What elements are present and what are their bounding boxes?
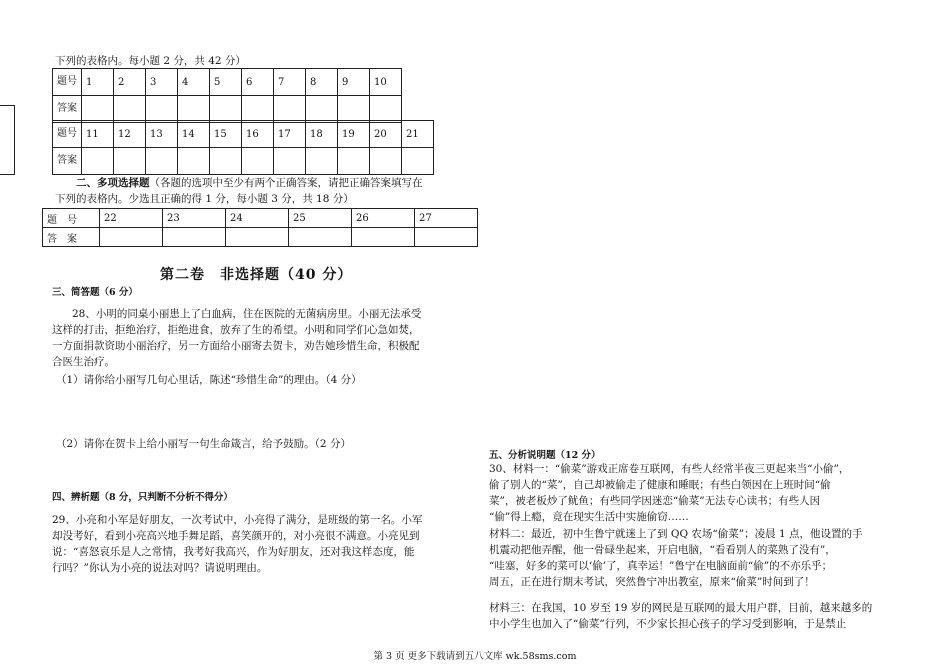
question-29-line: 29、小亮和小军是好朋友，一次考试中，小亮得了满分，是班级的第一名。小军: [52, 514, 423, 526]
question-number-label: 题 号: [43, 209, 100, 228]
answer-cell[interactable]: [114, 148, 146, 175]
question-28-sub1: （1）请你给小丽写几句心里话，陈述“珍惜生命”的理由。（4 分）: [56, 374, 362, 386]
question-number-cell: 20: [370, 121, 402, 148]
question-number-cell: 7: [274, 69, 306, 96]
answer-cell[interactable]: [178, 96, 210, 123]
answer-cell[interactable]: [289, 228, 352, 247]
question-number-cell: 1: [82, 69, 114, 96]
answer-cell[interactable]: [274, 148, 306, 175]
material-two-line: “哇塞，好多的菜可以‘偷’了，真幸运！”鲁宁在电脑面前“偷”的不亦乐乎；: [489, 560, 833, 572]
table-row: [43, 228, 478, 247]
answer-cell[interactable]: [146, 96, 178, 123]
answer-cell[interactable]: [163, 228, 226, 247]
answer-label: 答案: [53, 96, 82, 123]
answer-cell[interactable]: [306, 96, 338, 123]
question-number-cell: 3: [146, 69, 178, 96]
multi-choice-instruction: （各题的选项中至少有两个正确答案，请把正确答案填写在: [149, 177, 423, 189]
answer-cell[interactable]: [226, 228, 289, 247]
question-number-cell: 27: [415, 209, 478, 228]
binding-margin-bracket: [0, 105, 15, 175]
material-one-line: 偷了别人的“菜”，自己却被偷走了健康和睡眠；有些白领因在上班时间“偷: [489, 479, 831, 491]
material-three-line: 中小学生也加入了“偷菜”行列，不少家长担心孩子的学习受到影响，于是禁止: [489, 618, 847, 630]
question-number-label: 题号: [53, 69, 82, 96]
answer-cell[interactable]: [100, 228, 163, 247]
question-number-cell: 10: [370, 69, 402, 96]
answer-cell[interactable]: [274, 96, 306, 123]
question-number-cell: 25: [289, 209, 352, 228]
material-one-line: “偷”得上瘾，竟在现实生活中实施偷窃……: [489, 511, 689, 523]
question-number-cell: 22: [100, 209, 163, 228]
answer-cell[interactable]: [352, 228, 415, 247]
question-number-cell: 2: [114, 69, 146, 96]
answer-label: 答 案: [43, 228, 100, 247]
question-number-cell: 13: [146, 121, 178, 148]
answer-cell[interactable]: [146, 148, 178, 175]
answer-cell[interactable]: [210, 96, 242, 123]
table-row: [53, 69, 402, 96]
material-two-line: 周五，正在进行期末考试，突然鲁宁冲出教室，原来“偷菜”时间到了！: [489, 576, 815, 588]
question-number-cell: 5: [210, 69, 242, 96]
material-one-line: 菜”，被老板炒了鱿鱼；有些同学因迷恋“偷菜”无法专心读书；有些人因: [489, 495, 821, 507]
answer-cell[interactable]: [82, 96, 114, 123]
question-29-line: 说：“喜怒哀乐是人之常情，我考好我高兴，作为好朋友，还对我这样态度，能: [52, 546, 415, 558]
question-number-cell: 4: [178, 69, 210, 96]
multi-choice-intro-line1: [76, 175, 423, 191]
question-29: [52, 512, 422, 576]
question-29-line: 却没考好，看到小亮高兴地手舞足蹈，喜笑颜开的，对小亮很不满意。小亮见到: [52, 530, 420, 542]
answer-cell[interactable]: [415, 228, 478, 247]
answer-cell[interactable]: [242, 96, 274, 123]
question-number-cell: 11: [82, 121, 114, 148]
multi-choice-heading: 二、多项选择题: [76, 177, 150, 189]
question-number-cell: 8: [306, 69, 338, 96]
question-number-cell: 21: [402, 121, 434, 148]
single-choice-answer-table-2: [52, 120, 434, 175]
question-number-cell: 17: [274, 121, 306, 148]
table-row: [53, 96, 402, 123]
answer-label: 答案: [53, 148, 82, 175]
question-28-line: 28、小明的同桌小丽患上了白血病，住在医院的无菌病房里。小丽无法承受: [72, 308, 422, 320]
answer-cell[interactable]: [370, 96, 402, 123]
question-number-cell: 23: [163, 209, 226, 228]
material-three: [489, 600, 872, 632]
question-number-cell: 9: [338, 69, 370, 96]
answer-cell[interactable]: [114, 96, 146, 123]
answer-cell[interactable]: [178, 148, 210, 175]
answer-cell[interactable]: [370, 148, 402, 175]
analysis-heading: 五、分析说明题（12 分）: [489, 450, 601, 461]
question-number-cell: 15: [210, 121, 242, 148]
question-28-line: 合医生治疗。: [52, 356, 115, 368]
answer-cell[interactable]: [338, 96, 370, 123]
answer-cell[interactable]: [210, 148, 242, 175]
single-choice-answer-table: [52, 68, 402, 123]
question-29-line: 行吗？”你认为小亮的说法对吗？请说明理由。: [52, 562, 268, 574]
question-number-cell: 16: [242, 121, 274, 148]
part-two-title: 第二卷 非选择题（40 分）: [160, 267, 353, 283]
table-row: [53, 121, 434, 148]
short-answer-heading: 三、简答题（6 分）: [52, 287, 138, 298]
answer-cell[interactable]: [306, 148, 338, 175]
question-number-cell: 24: [226, 209, 289, 228]
single-choice-intro-tail: 下列的表格内。每小题 2 分，共 42 分）: [55, 55, 246, 67]
material-three-line: 材料三：在我国，10 岁至 19 岁的网民是互联网的最大用户群，目前，越来越多的: [489, 602, 873, 614]
multi-choice-intro-line2: 下列的表格内。少选且正确的得 1 分，每小题 3 分，共 18 分）: [55, 193, 354, 205]
answer-cell[interactable]: [402, 148, 434, 175]
question-number-cell: 19: [338, 121, 370, 148]
material-two-line: 材料二：最近，初中生鲁宁就迷上了到 QQ 农场“偷菜”；凌晨 1 点，他设置的手: [489, 528, 863, 540]
question-28-line: 一方面捐款资助小丽治疗，另一方面给小丽寄去贺卡，劝告她珍惜生命，积极配: [52, 340, 420, 352]
answer-cell[interactable]: [242, 148, 274, 175]
question-28: [52, 306, 421, 370]
answer-cell[interactable]: [82, 148, 114, 175]
material-one-line: 30、材料一：“偷菜”游戏正席卷互联网，有些人经常半夜三更起来当“小偷”，: [489, 463, 850, 475]
question-number-cell: 18: [306, 121, 338, 148]
question-number-cell: 12: [114, 121, 146, 148]
question-28-sub2: （2）请你在贺卡上给小丽写一句生命箴言，给予鼓励。（2 分）: [56, 438, 351, 450]
material-two: [489, 526, 862, 590]
question-number-cell: 6: [242, 69, 274, 96]
answer-cell[interactable]: [338, 148, 370, 175]
question-28-line: 这样的打击，拒绝治疗，拒绝进食，放弃了生的希望。小明和同学们心急如焚，: [52, 324, 420, 336]
question-number-cell: 14: [178, 121, 210, 148]
discrimination-heading: 四、辨析题（8 分，只判断不分析不得分）: [52, 492, 233, 503]
multi-choice-answer-table: [42, 208, 478, 247]
question-number-cell: 26: [352, 209, 415, 228]
table-row: [53, 148, 434, 175]
material-one: [489, 461, 849, 525]
question-number-label: 题号: [53, 121, 82, 148]
page-footer: 第 3 页 更多下载请到五八文库 wk.58sms.com: [373, 651, 577, 662]
table-row: [43, 209, 478, 228]
material-two-line: 机震动把他弄醒，他一骨碌坐起来，开启电脑，“看看别人的菜熟了没有”，: [489, 544, 836, 556]
